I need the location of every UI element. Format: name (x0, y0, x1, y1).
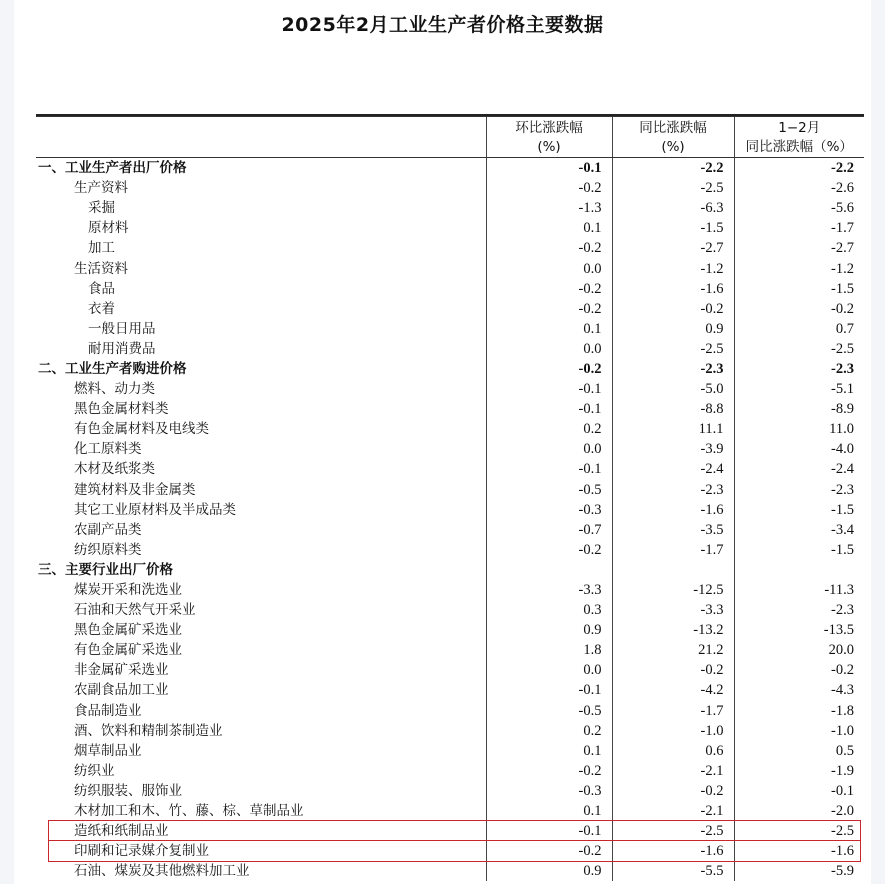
row-yoy-value: 0.9 (612, 319, 734, 339)
table-row (36, 540, 864, 560)
row-yoy-value: -1.6 (612, 841, 734, 861)
row-yoy-value: -2.2 (612, 158, 734, 179)
row-ytd-value: -1.0 (734, 721, 864, 741)
row-yoy-value: -2.5 (612, 178, 734, 198)
row-yoy-value: -1.7 (612, 701, 734, 721)
table-row (36, 258, 864, 278)
row-mom-value: 0.0 (486, 339, 612, 359)
table-row (36, 560, 864, 580)
row-ytd-value: -1.9 (734, 761, 864, 781)
row-mom-value (486, 560, 612, 580)
header-mom (486, 117, 612, 158)
row-ytd-value (734, 560, 864, 580)
row-mom-value: -0.2 (486, 279, 612, 299)
row-label: 三、主要行业出厂价格 (38, 561, 173, 578)
row-label: 化工原料类 (74, 441, 142, 458)
row-yoy-value: -5.0 (612, 379, 734, 399)
row-ytd-value: -2.7 (734, 238, 864, 258)
header-ytd-line1: 1−2月 (778, 120, 821, 136)
table-row (36, 781, 864, 801)
row-yoy-value: 21.2 (612, 640, 734, 660)
table-row (36, 520, 864, 540)
row-yoy-value: -2.4 (612, 459, 734, 479)
row-mom-value: 0.0 (486, 258, 612, 278)
header-yoy (612, 117, 734, 158)
row-label: 生活资料 (74, 260, 128, 277)
row-label: 其它工业原材料及半成品类 (74, 501, 236, 518)
header-mom-line1: 环比涨跌幅 (515, 120, 583, 136)
table-row (36, 399, 864, 419)
row-ytd-value: -2.3 (734, 600, 864, 620)
table-row (36, 359, 864, 379)
row-yoy-value: -3.3 (612, 600, 734, 620)
table-row (36, 379, 864, 399)
row-label: 耐用消费品 (88, 340, 156, 357)
header-yoy-line2: (%) (661, 139, 685, 155)
row-yoy-value: 11.1 (612, 419, 734, 439)
row-label: 采掘 (88, 200, 115, 217)
row-label: 木材及纸浆类 (74, 461, 155, 478)
row-mom-value: -1.3 (486, 198, 612, 218)
row-mom-value: -0.1 (486, 158, 612, 179)
row-yoy-value (612, 560, 734, 580)
row-label: 燃料、动力类 (74, 381, 155, 398)
row-label: 建筑材料及非金属类 (74, 481, 196, 498)
row-mom-value: 0.3 (486, 600, 612, 620)
row-mom-value: -0.2 (486, 841, 612, 861)
row-yoy-value: -0.2 (612, 299, 734, 319)
row-mom-value: -0.2 (486, 359, 612, 379)
row-mom-value: -0.3 (486, 781, 612, 801)
table-row (36, 158, 864, 179)
row-label: 一、工业生产者出厂价格 (38, 160, 187, 177)
row-mom-value: -0.1 (486, 821, 612, 841)
row-ytd-value: 0.7 (734, 319, 864, 339)
table-row (36, 620, 864, 640)
row-ytd-value: -2.6 (734, 178, 864, 198)
table-body (36, 158, 864, 882)
right-margin (871, 0, 885, 884)
table-row (36, 861, 864, 881)
row-label: 原材料 (88, 220, 129, 237)
row-yoy-value: -8.8 (612, 399, 734, 419)
row-mom-value: -0.1 (486, 399, 612, 419)
row-ytd-value: -13.5 (734, 620, 864, 640)
row-mom-value: -0.1 (486, 379, 612, 399)
row-yoy-value: -6.3 (612, 198, 734, 218)
row-yoy-value: -1.6 (612, 500, 734, 520)
row-ytd-value: -2.5 (734, 821, 864, 841)
row-yoy-value: -2.5 (612, 821, 734, 841)
row-label: 食品制造业 (74, 702, 142, 719)
table-row (36, 198, 864, 218)
row-label: 有色金属矿采选业 (74, 642, 182, 659)
row-label: 纺织原料类 (74, 541, 142, 558)
row-label: 生产资料 (74, 180, 128, 197)
row-mom-value: 0.2 (486, 419, 612, 439)
row-yoy-value: -1.0 (612, 721, 734, 741)
table-row (36, 319, 864, 339)
row-ytd-value: 0.5 (734, 741, 864, 761)
row-label: 非金属矿采选业 (74, 662, 169, 679)
ppi-table-container (36, 114, 864, 881)
header-yoy-line1: 同比涨跌幅 (639, 120, 707, 136)
table-row (36, 299, 864, 319)
row-ytd-value: -4.0 (734, 439, 864, 459)
row-yoy-value: -5.5 (612, 861, 734, 881)
row-label: 加工 (88, 240, 115, 257)
row-label: 木材加工和木、竹、藤、棕、草制品业 (74, 803, 304, 820)
row-mom-value: -0.2 (486, 299, 612, 319)
table-row (36, 721, 864, 741)
header-ytd (734, 117, 864, 158)
row-yoy-value: -2.5 (612, 339, 734, 359)
row-mom-value: -0.2 (486, 540, 612, 560)
row-label: 纺织服装、服饰业 (74, 782, 182, 799)
row-yoy-value: -2.1 (612, 761, 734, 781)
row-label: 煤炭开采和洗选业 (74, 582, 182, 599)
table-row (36, 279, 864, 299)
table-row (36, 741, 864, 761)
row-mom-value: 1.8 (486, 640, 612, 660)
row-mom-value: -0.2 (486, 238, 612, 258)
table-row (36, 600, 864, 620)
table-row (36, 339, 864, 359)
row-yoy-value: 0.6 (612, 741, 734, 761)
row-ytd-value: -2.0 (734, 801, 864, 821)
table-row (36, 419, 864, 439)
table-row (36, 660, 864, 680)
row-mom-value: 0.9 (486, 861, 612, 881)
row-mom-value: 0.1 (486, 218, 612, 238)
row-mom-value: -0.1 (486, 680, 612, 700)
row-ytd-value: -0.2 (734, 299, 864, 319)
row-ytd-value: -5.6 (734, 198, 864, 218)
row-mom-value: 0.0 (486, 660, 612, 680)
row-ytd-value: 20.0 (734, 640, 864, 660)
row-label: 黑色金属矿采选业 (74, 622, 182, 639)
row-yoy-value: -3.5 (612, 520, 734, 540)
table-row (36, 821, 864, 841)
row-ytd-value: -5.1 (734, 379, 864, 399)
row-label: 食品 (88, 280, 115, 297)
row-yoy-value: -0.2 (612, 660, 734, 680)
row-label: 印刷和记录媒介复制业 (74, 843, 209, 860)
row-label: 造纸和纸制品业 (74, 823, 169, 840)
ppi-table (36, 114, 864, 881)
row-label: 石油和天然气开采业 (74, 602, 196, 619)
row-ytd-value: 11.0 (734, 419, 864, 439)
page-title: 2025年2月工业生产者价格主要数据 (281, 14, 604, 36)
row-ytd-value: -1.8 (734, 701, 864, 721)
row-mom-value: -3.3 (486, 580, 612, 600)
row-ytd-value: -1.5 (734, 279, 864, 299)
row-yoy-value: -1.7 (612, 540, 734, 560)
table-row (36, 480, 864, 500)
row-mom-value: -0.5 (486, 480, 612, 500)
row-ytd-value: -2.5 (734, 339, 864, 359)
row-label: 衣着 (88, 300, 115, 317)
highlight-divider (48, 840, 861, 841)
table-row (36, 459, 864, 479)
row-yoy-value: -2.3 (612, 359, 734, 379)
table-row (36, 238, 864, 258)
table-row (36, 841, 864, 861)
row-ytd-value: -1.7 (734, 218, 864, 238)
row-yoy-value: -2.3 (612, 480, 734, 500)
row-yoy-value: -0.2 (612, 781, 734, 801)
row-label: 纺织业 (74, 762, 115, 779)
table-row (36, 701, 864, 721)
row-yoy-value: -2.7 (612, 238, 734, 258)
row-mom-value: -0.3 (486, 500, 612, 520)
row-ytd-value: -5.9 (734, 861, 864, 881)
table-row (36, 640, 864, 660)
row-label: 酒、饮料和精制茶制造业 (74, 722, 223, 739)
row-mom-value: -0.5 (486, 701, 612, 721)
row-yoy-value: -1.6 (612, 279, 734, 299)
row-ytd-value: -3.4 (734, 520, 864, 540)
row-label: 烟草制品业 (74, 742, 142, 759)
row-ytd-value: -1.6 (734, 841, 864, 861)
table-header-row (36, 117, 864, 158)
row-label: 二、工业生产者购进价格 (38, 360, 187, 377)
row-label: 农副食品加工业 (74, 682, 169, 699)
row-mom-value: -0.1 (486, 459, 612, 479)
table-row (36, 218, 864, 238)
row-mom-value: -0.2 (486, 761, 612, 781)
row-mom-value: 0.1 (486, 319, 612, 339)
row-ytd-value: -1.2 (734, 258, 864, 278)
row-ytd-value: -4.3 (734, 680, 864, 700)
row-yoy-value: -2.1 (612, 801, 734, 821)
table-row (36, 680, 864, 700)
left-margin (0, 0, 14, 884)
row-mom-value: 0.1 (486, 801, 612, 821)
row-ytd-value: -1.5 (734, 540, 864, 560)
row-mom-value: 0.9 (486, 620, 612, 640)
row-ytd-value: -1.5 (734, 500, 864, 520)
header-mom-line2: (%) (537, 139, 561, 155)
table-row (36, 439, 864, 459)
table-row (36, 580, 864, 600)
row-mom-value: -0.7 (486, 520, 612, 540)
header-indicator (36, 117, 486, 158)
header-ytd-line2: 同比涨跌幅（%） (745, 139, 853, 155)
row-ytd-value: -8.9 (734, 399, 864, 419)
row-ytd-value: -2.4 (734, 459, 864, 479)
row-ytd-value: -0.1 (734, 781, 864, 801)
row-mom-value: -0.2 (486, 178, 612, 198)
row-yoy-value: -1.5 (612, 218, 734, 238)
row-mom-value: 0.0 (486, 439, 612, 459)
row-ytd-value: -0.2 (734, 660, 864, 680)
row-yoy-value: -13.2 (612, 620, 734, 640)
row-label: 农副产品类 (74, 521, 142, 538)
row-mom-value: 0.1 (486, 741, 612, 761)
row-ytd-value: -2.3 (734, 359, 864, 379)
table-row (36, 500, 864, 520)
row-label: 一般日用品 (88, 320, 156, 337)
row-yoy-value: -1.2 (612, 258, 734, 278)
row-yoy-value: -3.9 (612, 439, 734, 459)
row-yoy-value: -4.2 (612, 680, 734, 700)
table-row (36, 178, 864, 198)
table-row (36, 801, 864, 821)
row-label: 有色金属材料及电线类 (74, 421, 209, 438)
row-mom-value: 0.2 (486, 721, 612, 741)
row-ytd-value: -11.3 (734, 580, 864, 600)
row-ytd-value: -2.3 (734, 480, 864, 500)
row-label: 黑色金属材料类 (74, 401, 169, 418)
table-row (36, 761, 864, 781)
row-yoy-value: -12.5 (612, 580, 734, 600)
row-ytd-value: -2.2 (734, 158, 864, 179)
row-label: 石油、煤炭及其他燃料加工业 (74, 863, 250, 880)
